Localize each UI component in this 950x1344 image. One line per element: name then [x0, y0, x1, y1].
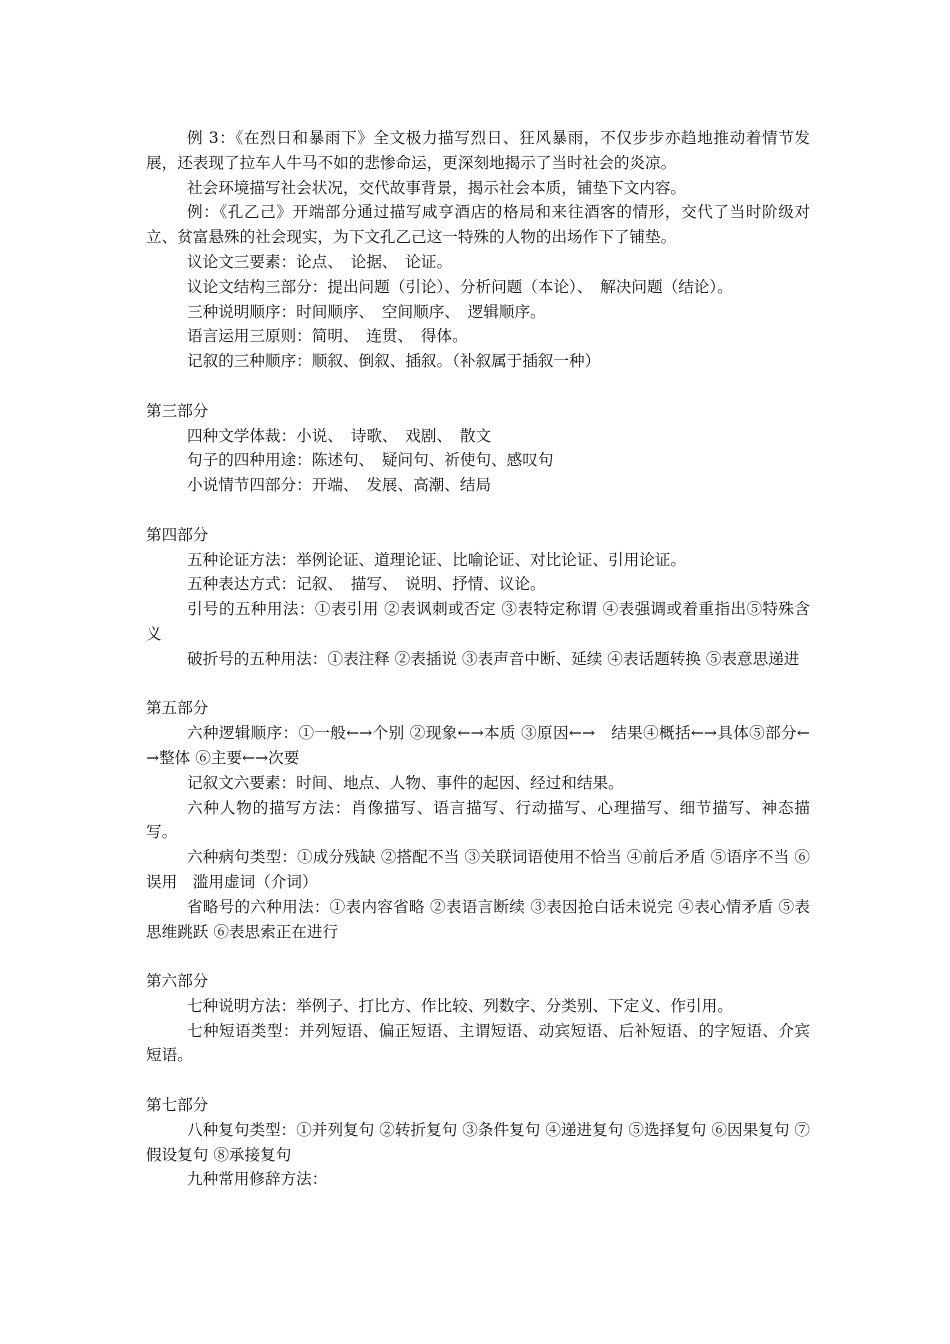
paragraph: 四种文学体裁：小说、 诗歌、 戏剧、 散文	[187, 426, 492, 445]
paragraph: 五种表达方式：记叙、 描写、 说明、抒情、议论。	[187, 575, 546, 594]
blank-line	[146, 374, 810, 399]
paragraph: 句子的四种用途：陈述句、 疑问句、祈使句、感叹句	[187, 451, 554, 470]
blank-line	[146, 672, 810, 697]
paragraph: 议论文三要素：论点、 论据、 论证。	[187, 252, 453, 271]
section-heading: 第七部分	[146, 1096, 209, 1115]
blank-line	[146, 944, 810, 969]
section-heading: 第五部分	[146, 699, 209, 718]
paragraph: 记叙文六要素：时间、地点、人物、事件的起因、经过和结果。	[187, 773, 624, 792]
paragraph: 九种常用修辞方法：	[187, 1170, 328, 1189]
paragraph: 五种论证方法：举例论证、道理论证、比喻论证、对比论证、引用论证。	[187, 550, 687, 569]
paragraph: 社会环境描写社会状况，交代故事背景，揭示社会本质，铺垫下文内容。	[187, 178, 687, 197]
paragraph: 六种人物的描写方法：肖像描写、语言描写、行动描写、心理描写、细节描写、神态描写。	[146, 798, 810, 842]
paragraph: 六种病句类型：①成分残缺 ②搭配不当 ③关联词语使用不恰当 ④前后矛盾 ⑤语序不当 ⑥误用 滥用虚词（介词）	[146, 848, 810, 891]
paragraph: 六种逻辑顺序：①一般←→个别 ②现象←→本质 ③原因←→ 结果④概括←→具体⑤部分←→整体 ⑥主要←→次要	[146, 724, 810, 767]
blank-line	[146, 498, 810, 523]
paragraph: 七种说明方法：举例子、打比方、作比较、列数字、分类别、下定义、作引用。	[187, 996, 733, 1015]
paragraph: 七种短语类型：并列短语、偏正短语、主谓短语、动宾短语、后补短语、的字短语、介宾短语。	[146, 1021, 810, 1065]
paragraph: 小说情节四部分：开端、 发展、高潮、结局	[187, 476, 492, 495]
paragraph: 八种复句类型：①并列复句 ②转折复句 ③条件复句 ④递进复句 ⑤选择复句 ⑥因果复句 ⑦假设复句 ⑧承接复句	[146, 1120, 810, 1164]
blank-line	[146, 1068, 810, 1093]
paragraph: 语言运用三原则：简明、 连贯、 得体。	[187, 327, 468, 346]
section-heading: 第四部分	[146, 525, 209, 544]
section-heading: 第三部分	[146, 401, 209, 420]
section-heading: 第六部分	[146, 972, 209, 991]
paragraph: 引号的五种用法：①表引用 ②表讽刺或否定 ③表特定称谓 ④表强调或着重指出⑤特殊含义	[146, 600, 810, 643]
paragraph: 议论文结构三部分：提出问题（引论）、分析问题（本论）、 解决问题（结论）。	[187, 277, 733, 296]
paragraph: 省略号的六种用法：①表内容省略 ②表语言断续 ③表因抢白话未说完 ④表心情矛盾 ⑤表思维跳跃 ⑥表思索正在进行	[146, 897, 810, 941]
document-body	[146, 126, 810, 1192]
paragraph: 破折号的五种用法：①表注释 ②表插说 ③表声音中断、延续 ④表话题转换 ⑤表意思递进	[187, 649, 800, 668]
paragraph: 例：《孔乙己》开端部分通过描写咸亨酒店的格局和来往酒客的情形，交代了当时阶级对立、贫富悬殊的社会现实，为下文孔乙己这一特殊的人物的出场作下了铺垫。	[146, 203, 810, 247]
paragraph: 三种说明顺序：时间顺序、 空间顺序、 逻辑顺序。	[187, 302, 546, 321]
paragraph: 例 3：《在烈日和暴雨下》全文极力描写烈日、狂风暴雨，不仅步步亦趋地推动着情节发展，还表现了拉车人牛马不如的悲惨命运，更深刻地揭示了当时社会的炎凉。	[146, 129, 810, 172]
paragraph: 记叙的三种顺序：顺叙、倒叙、插叙。（补叙属于插叙一种）	[187, 352, 601, 371]
